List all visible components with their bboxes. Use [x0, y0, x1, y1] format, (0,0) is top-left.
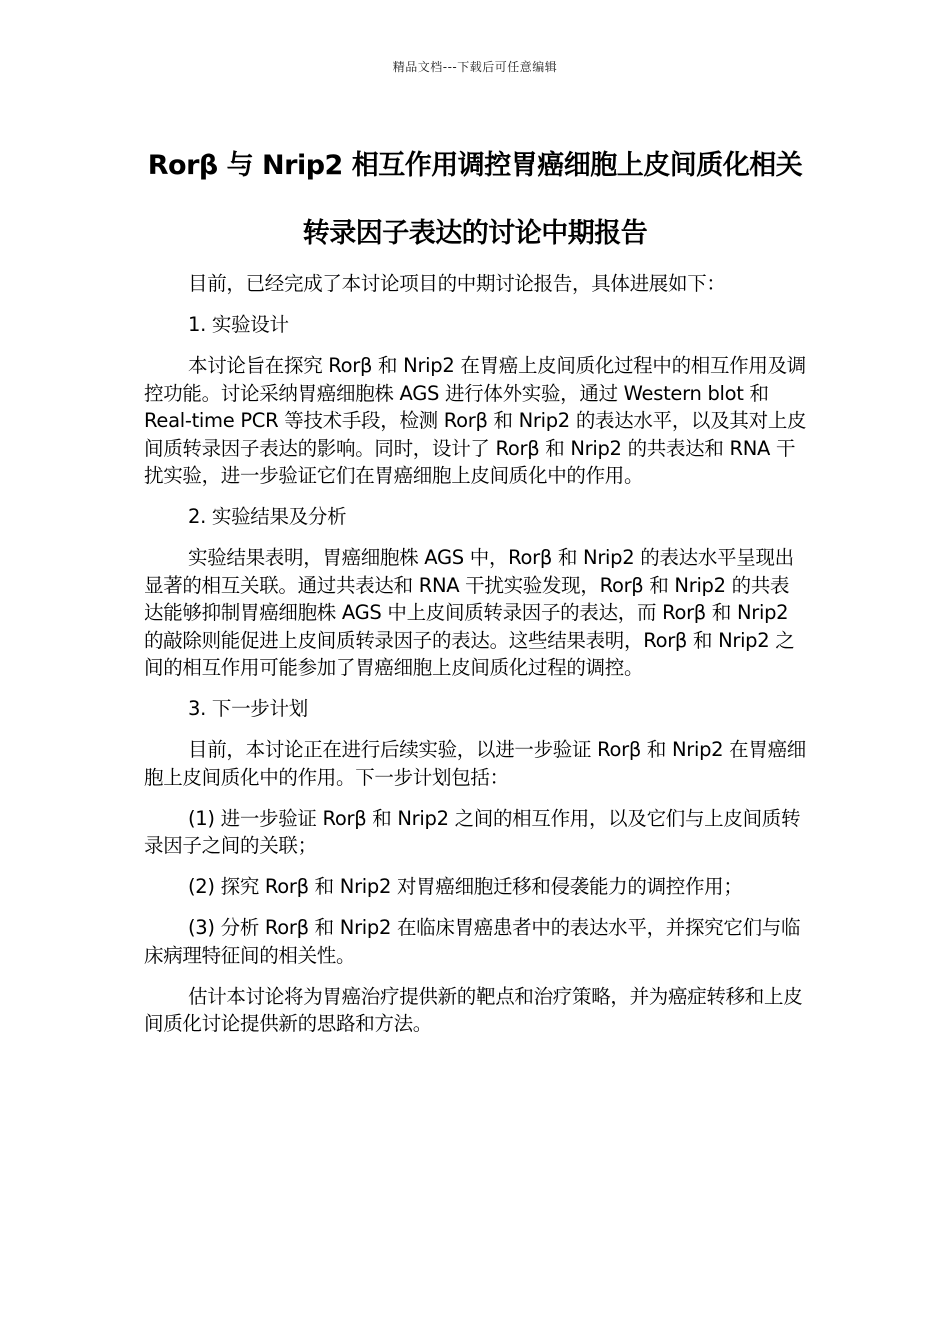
page-header-watermark: 精品文档---下载后可任意编辑	[392, 60, 558, 74]
body-paragraph: 目前，本讨论正在进行后续实验，以进一步验证 Rorβ 和 Nrip2 在胃癌细胞上皮间质化中的作用。下一步计划包括：	[144, 738, 806, 789]
section-heading: 1. 实验设计	[188, 313, 289, 336]
section-heading: 2. 实验结果及分析	[188, 505, 347, 528]
document-body	[144, 270, 808, 1051]
plan-item: (3) 分析 Rorβ 和 Nrip2 在临床胃癌患者中的表达水平，并探究它们与临床病理特征间的相关性。	[144, 916, 801, 967]
intro-paragraph: 目前，已经完成了本讨论项目的中期讨论报告，具体进展如下：	[188, 272, 726, 295]
body-paragraph: 本讨论旨在探究 Rorβ 和 Nrip2 在胃癌上皮间质化过程中的相互作用及调控功能。讨论采纳胃癌细胞株 AGS 进行体外实验，通过 Western blot 和 Real-time PCR 等技术手段，检测 Rorβ 和 Nrip2 的表达水平，以及其对上皮间质转录因子表达的影响。同时，设计了 Rorβ 和 Nrip2 的共表达和 RNA 干扰实验，进一步验证它们在胃癌细胞上皮间质化中的作用。	[144, 354, 807, 487]
plan-item: (1) 进一步验证 Rorβ 和 Nrip2 之间的相互作用，以及它们与上皮间质转录因子之间的关联；	[144, 806, 801, 857]
document-title: Rorβ 与 Nrip2 相互作用调控胃癌细胞上皮间质化相关转录因子表达的讨论中期报告	[147, 150, 803, 249]
body-paragraph: 实验结果表明，胃癌细胞株 AGS 中，Rorβ 和 Nrip2 的表达水平呈现出显著的相互关联。通过共表达和 RNA 干扰实验发现，Rorβ 和 Nrip2 的共表达能够抑制胃癌细胞株 AGS 中上皮间质转录因子的表达，而 Rorβ 和 Nrip2 的敲除则能促进上皮间质转录因子的表达。这些结果表明，Rorβ 和 Nrip2 之间的相互作用可能参加了胃癌细胞上皮间质化过程的调控。	[144, 546, 795, 679]
closing-paragraph: 估计本讨论将为胃癌治疗提供新的靶点和治疗策略，并为癌症转移和上皮间质化讨论提供新的思路和方法。	[144, 984, 803, 1035]
section-heading: 3. 下一步计划	[188, 697, 308, 720]
plan-item: (2) 探究 Rorβ 和 Nrip2 对胃癌细胞迁移和侵袭能力的调控作用；	[188, 875, 743, 898]
